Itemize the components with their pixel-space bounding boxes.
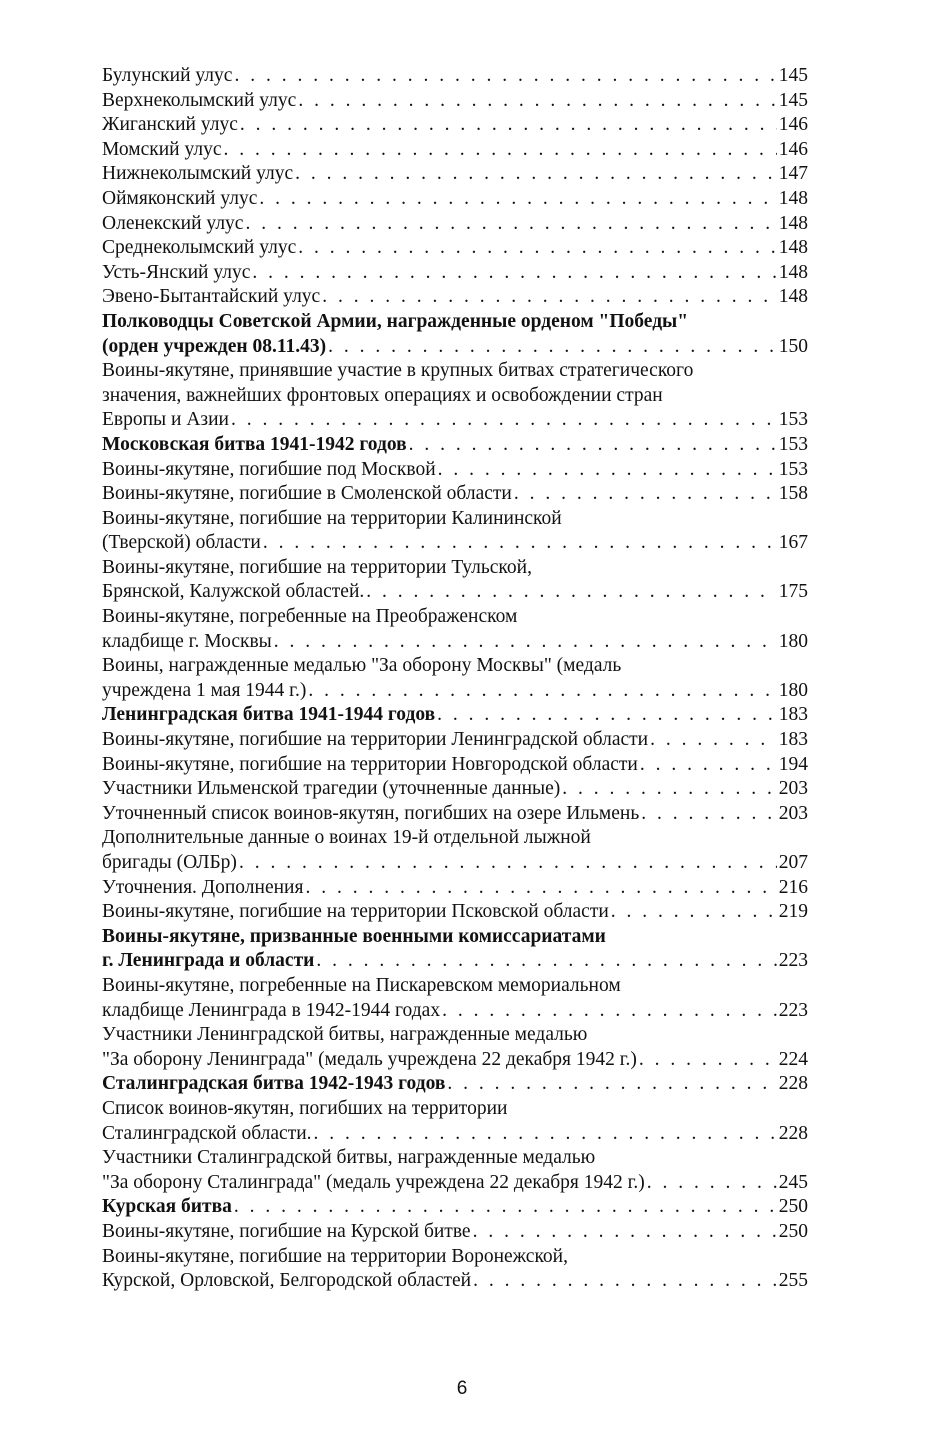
toc-page-number: 207 [778,852,808,873]
dot-leader [641,802,776,827]
toc-page-number: 224 [778,1048,808,1070]
toc-entry-title: учреждена 1 мая 1944 г.) [102,679,307,701]
toc-page-number: 223 [778,999,808,1021]
toc-page-number: 194 [778,753,808,775]
toc-page-number: 250 [778,1220,808,1242]
dot-leader [647,1171,777,1196]
dot-leader [328,335,777,360]
toc-entry-title: Воины-якутяне, погибшие на территории Ленинградской области [102,729,649,751]
toc-entry [102,753,808,778]
toc-entry-title: Воины-якутяне, погибшие в Смоленской области [102,483,512,505]
toc-entry-title: Жиганский улус [102,114,238,136]
toc-entry-title: бригады (ОЛБр) [102,852,237,873]
dot-leader [305,876,776,901]
toc-entry [102,876,808,901]
toc-entry-line: Воины-якутяне, погибшие на территории Воронежской, [102,1245,568,1267]
toc-entry-title: (Тверской) области [102,532,261,554]
page-number: 6 [456,1378,468,1399]
toc-entry-last-line [102,212,808,237]
dot-leader [437,703,777,728]
toc-entry-last-line [102,1171,808,1196]
toc-entry [102,826,808,875]
dot-leader [231,408,777,433]
toc-entry [102,1146,808,1195]
toc-entry-line: Дополнительные данные о воинах 19-й отдельной лыжной [102,827,591,849]
toc-page-number: 183 [778,729,808,751]
dot-leader [245,212,776,237]
toc-entry [102,1245,808,1294]
toc-entry-last-line [102,900,808,925]
toc-entry-title: кладбище Ленинграда в 1942-1944 годах [102,999,441,1021]
toc-entry [102,359,808,433]
toc-entry [102,310,808,359]
toc-entry-last-line [102,285,808,310]
toc-entry-last-line [102,802,808,827]
dot-leader [234,64,776,89]
toc-entry [102,777,808,802]
toc-entry [102,482,808,507]
toc-entry-title: Сталинградской области. [102,1122,312,1144]
toc-entry-line: Воины-якутяне, погибшие на территории Тульской, [102,556,532,578]
toc-entry-line: Воины, награжденные медалью "За оборону Москвы" (медаль [102,655,622,677]
dot-leader [640,753,777,778]
toc-entry [102,458,808,483]
toc-page-number: 250 [778,1196,808,1218]
toc-entry-title: Оленекский улус [102,212,244,234]
toc-entry-title: Нижнеколымский улус [102,163,294,185]
toc-page-number: 223 [778,950,808,972]
toc-entry-line: Воины-якутяне, погибшие на территории Калининской [102,507,562,529]
dot-leader [316,949,776,974]
toc-entry-line: Полководцы Советской Армии, награжденные орденом "Победы" [102,310,689,332]
toc-page-number: 145 [778,89,808,111]
dot-leader [252,261,776,286]
toc-entry [102,1220,808,1245]
toc-page-number: 153 [778,409,808,431]
toc-entry-last-line [102,236,808,261]
toc-entry [102,1072,808,1097]
toc-entry-last-line [102,531,808,556]
toc-entry [102,236,808,261]
dot-leader [298,89,776,114]
toc-entry [102,261,808,286]
toc-entry-title: Оймяконский улус [102,187,258,209]
toc-page-number: 145 [778,65,808,86]
toc-page-number: 228 [778,1073,808,1095]
toc-entry-title: Эвено-Бытантайский улус [102,286,321,308]
toc-entry-last-line [102,1072,808,1097]
toc-entry [102,1023,808,1072]
toc-entry-last-line [102,728,808,753]
toc-entry-title: Европы и Азии [102,409,229,431]
toc-entry-title: (орден учрежден 08.11.43) [102,335,327,357]
toc-entry-last-line [102,630,808,655]
toc-entry [102,162,808,187]
toc-entry-last-line [102,1220,808,1245]
toc-page-number: 146 [778,114,808,136]
toc-page-number: 148 [778,237,808,259]
dot-leader [234,1195,777,1220]
dot-leader [473,1269,777,1294]
toc-entry-line: Воины-якутяне, погребенные на Пискаревском мемориальном [102,974,621,996]
toc-entry-last-line [102,1269,808,1294]
toc-entry [102,187,808,212]
toc-entry-last-line [102,335,808,360]
toc-entry-last-line [102,138,808,163]
toc-entry-last-line [102,1195,808,1220]
toc-page-number: 153 [778,433,808,455]
toc-entry-title: Уточненный список воинов-якутян, погибших на озере Ильмень [102,802,640,824]
toc-page-number: 148 [778,286,808,308]
toc-entry [102,212,808,237]
toc-entry-line: значения, важнейших фронтовых операциях и освобождении стран [102,384,663,406]
toc-page-number: 219 [778,901,808,923]
toc-entry-title: г. Ленинграда и области [102,950,315,972]
toc-entry-title: Воины-якутяне, погибшие на Курской битве [102,1220,471,1242]
toc-entry [102,433,808,458]
toc-entry-title: Брянской, Калужской областей. [102,581,365,603]
toc-entry-title: Ленинградская битва 1941-1944 годов [102,704,436,726]
toc-entry-last-line [102,113,808,138]
toc-entry-line: Воины-якутяне, призванные военными комиссариатами [102,925,606,947]
toc-page-number: 255 [778,1270,808,1292]
toc-page-number: 180 [778,630,808,652]
toc-entry-title: Среднеколымский улус [102,237,297,259]
toc-entry-title: Усть-Янский улус [102,261,251,283]
toc-entry-title: Московская битва 1941-1942 годов [102,433,407,455]
toc-entry [102,1195,808,1220]
dot-leader [639,1048,777,1073]
toc-entry [102,654,808,703]
toc-page-number: 153 [778,458,808,480]
toc-entry [102,64,808,89]
toc-entry-title: Курская битва [102,1196,232,1218]
toc-entry [102,703,808,728]
toc-entry-line: Воины-якутяне, погребенные на Преображенском [102,606,518,628]
toc-entry-line: Воины-якутяне, принявшие участие в крупных битвах стратегического [102,360,694,382]
toc-entry-last-line [102,876,808,901]
toc-entry [102,113,808,138]
dot-leader [611,900,777,925]
toc-entry-last-line [102,851,808,876]
dot-leader [274,630,777,655]
toc-entry-line: Список воинов-якутян, погибших на территории [102,1097,508,1119]
toc-entry-title: Воины-якутяне, погибшие на территории Новгородской области [102,753,638,775]
dot-leader [308,679,776,704]
toc-page-number: 203 [778,778,808,800]
toc-entry-title: Воины-якутяне, погибшие под Москвой [102,458,436,480]
toc-entry [102,605,808,654]
toc-entry [102,974,808,1023]
table-of-contents [102,64,808,1294]
toc-entry [102,556,808,605]
toc-entry-title: "За оборону Сталинграда" (медаль учреждена 22 декабря 1942 г.) [102,1171,645,1193]
toc-page-number: 216 [778,876,808,898]
toc-entry [102,1097,808,1146]
dot-leader [223,138,776,163]
dot-leader [314,1122,777,1147]
toc-entry-last-line [102,1048,808,1073]
toc-entry-title: Сталинградская битва 1942-1943 годов [102,1073,446,1095]
toc-entry-last-line [102,162,808,187]
toc-page-number: 167 [778,532,808,554]
toc-entry-title: Воины-якутяне, погибшие на территории Псковской области [102,901,609,923]
toc-entry-last-line [102,999,808,1024]
dot-leader [473,1220,777,1245]
toc-page-number: 203 [778,802,808,824]
toc-page-number: 148 [778,212,808,234]
toc-entry-title: Участники Ильменской трагедии (уточненные данные) [102,778,561,800]
toc-entry-last-line [102,89,808,114]
toc-entry-title: кладбище г. Москвы [102,630,272,652]
toc-page-number: 175 [778,581,808,603]
dot-leader [263,531,777,556]
dot-leader [562,777,776,802]
toc-entry-last-line [102,482,808,507]
toc-page-number: 150 [778,335,808,357]
toc-entry [102,728,808,753]
toc-entry-last-line [102,408,808,433]
toc-entry-last-line [102,703,808,728]
toc-entry-line: Участники Сталинградской битвы, награжденные медалью [102,1147,596,1169]
toc-entry-title: Курской, Орловской, Белгородской областей [102,1270,472,1292]
toc-entry-title: Верхнеколымский улус [102,89,297,111]
toc-entry-last-line [102,949,808,974]
toc-page-number: 158 [778,483,808,505]
toc-page-number: 245 [778,1171,808,1193]
toc-entry [102,138,808,163]
toc-entry-last-line [102,433,808,458]
toc-entry-last-line [102,458,808,483]
toc-entry-title: Уточнения. Дополнения [102,876,304,898]
toc-entry-title: "За оборону Ленинграда" (медаль учреждена 22 декабря 1942 г.) [102,1048,637,1070]
toc-entry-last-line [102,64,808,89]
toc-entry-title: Булунский улус [102,65,233,86]
toc-entry-title: Момский улус [102,138,222,160]
dot-leader [295,162,777,187]
dot-leader [438,458,777,483]
toc-entry-last-line [102,580,808,605]
dot-leader [650,728,777,753]
toc-entry-last-line [102,1122,808,1147]
toc-entry-last-line [102,777,808,802]
toc-page-number: 180 [778,679,808,701]
dot-leader [366,580,776,605]
toc-entry [102,285,808,310]
toc-page-number: 147 [778,163,808,185]
dot-leader [322,285,777,310]
toc-entry-line: Участники Ленинградской битвы, награжденные медалью [102,1024,588,1046]
dot-leader [239,851,777,876]
toc-page-number: 183 [778,704,808,726]
dot-leader [442,999,777,1024]
toc-entry-last-line [102,261,808,286]
toc-page-number: 228 [778,1122,808,1144]
toc-page-number: 148 [778,187,808,209]
toc-entry [102,89,808,114]
toc-entry [102,900,808,925]
dot-leader [409,433,777,458]
dot-leader [259,187,776,212]
dot-leader [447,1072,776,1097]
toc-entry [102,802,808,827]
toc-entry [102,507,808,556]
toc-entry-last-line [102,187,808,212]
toc-entry-last-line [102,679,808,704]
toc-page-number: 146 [778,138,808,160]
dot-leader [298,236,777,261]
dot-leader [240,113,777,138]
toc-entry [102,925,808,974]
toc-entry-last-line [102,753,808,778]
toc-page-number: 148 [778,261,808,283]
dot-leader [514,482,777,507]
